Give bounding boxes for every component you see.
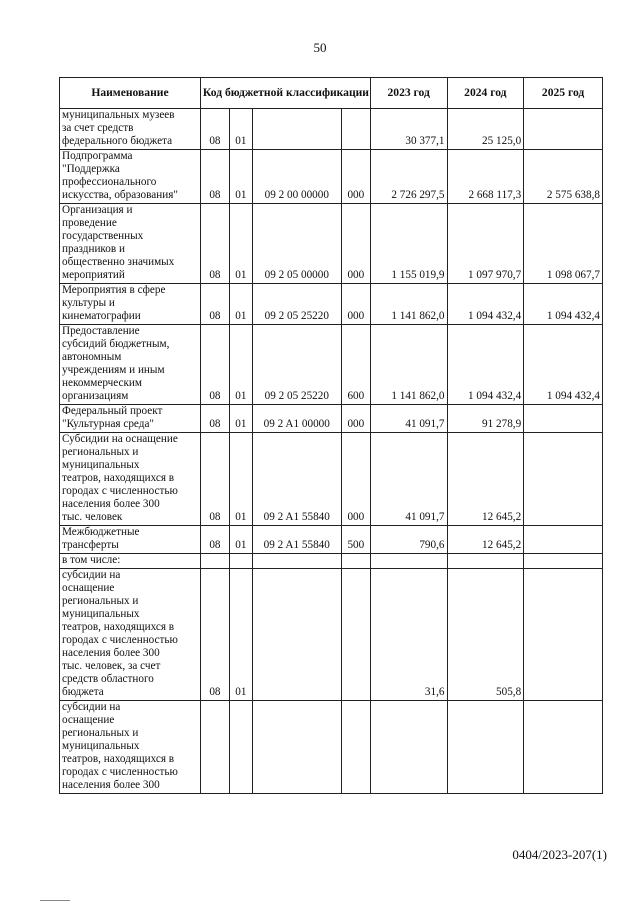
budget-table bbox=[59, 77, 603, 794]
cell-y2023: 30 377,1 bbox=[370, 109, 447, 150]
cell-c1: 08 bbox=[200, 569, 229, 701]
cell-name: муниципальных музеев за счет средств федерального бюджета bbox=[60, 109, 201, 150]
cell-y2023: 41 091,7 bbox=[370, 405, 447, 433]
cell-c1: 08 bbox=[200, 325, 229, 405]
cell-c2: 01 bbox=[229, 204, 252, 284]
cell-c2: 01 bbox=[229, 325, 252, 405]
cell-c1: 08 bbox=[200, 150, 229, 204]
cell-y2025: 1 098 067,7 bbox=[524, 204, 603, 284]
cell-name: субсидии на оснащение региональных и муниципальных театров, находящихся в городах с численностью населения более 300 тыс. человек, за счет средств областного бюджета bbox=[60, 569, 201, 701]
cell-c4: 000 bbox=[341, 150, 370, 204]
cell-y2023: 41 091,7 bbox=[370, 433, 447, 526]
cell-y2025 bbox=[524, 109, 603, 150]
cell-c3: 09 2 A1 00000 bbox=[252, 405, 341, 433]
table-row bbox=[60, 569, 603, 701]
cell-c4: 000 bbox=[341, 433, 370, 526]
cell-c1: 08 bbox=[200, 526, 229, 554]
cell-y2023: 31,6 bbox=[370, 569, 447, 701]
cell-name: в том числе: bbox=[60, 554, 201, 569]
cell-c3: 09 2 05 00000 bbox=[252, 204, 341, 284]
cell-c2: 01 bbox=[229, 526, 252, 554]
cell-y2025 bbox=[524, 433, 603, 526]
header-2023: 2023 год bbox=[370, 78, 447, 109]
cell-c3 bbox=[252, 109, 341, 150]
cell-c3: 09 2 A1 55840 bbox=[252, 526, 341, 554]
cell-c4 bbox=[341, 554, 370, 569]
cell-c4 bbox=[341, 109, 370, 150]
cell-y2023: 1 155 019,9 bbox=[370, 204, 447, 284]
table-row bbox=[60, 284, 603, 325]
cell-c1: 08 bbox=[200, 433, 229, 526]
cell-y2023: 790,6 bbox=[370, 526, 447, 554]
cell-name: Мероприятия в сфере культуры и кинематографии bbox=[60, 284, 201, 325]
cell-c3: 09 2 05 25220 bbox=[252, 284, 341, 325]
cell-y2024: 91 278,9 bbox=[447, 405, 524, 433]
cell-c4: 000 bbox=[341, 284, 370, 325]
cell-y2023: 2 726 297,5 bbox=[370, 150, 447, 204]
table-row bbox=[60, 150, 603, 204]
table-row bbox=[60, 701, 603, 794]
cell-y2024: 2 668 117,3 bbox=[447, 150, 524, 204]
cell-y2025 bbox=[524, 701, 603, 794]
cell-c3 bbox=[252, 701, 341, 794]
cell-c3: 09 2 A1 55840 bbox=[252, 433, 341, 526]
cell-c2: 01 bbox=[229, 405, 252, 433]
document-number: 0404/2023-207(1) bbox=[512, 847, 607, 862]
cell-c4 bbox=[341, 569, 370, 701]
cell-name: Организация и проведение государственных праздников и общественно значимых мероприятий bbox=[60, 204, 201, 284]
cell-y2025 bbox=[524, 569, 603, 701]
table-row bbox=[60, 526, 603, 554]
cell-name: субсидии на оснащение региональных и муниципальных театров, находящихся в городах с численностью населения более 300 bbox=[60, 701, 201, 794]
table-row bbox=[60, 325, 603, 405]
cell-c1: 08 bbox=[200, 284, 229, 325]
cell-c3 bbox=[252, 569, 341, 701]
cell-c2: 01 bbox=[229, 109, 252, 150]
cell-y2024: 1 097 970,7 bbox=[447, 204, 524, 284]
cell-c2: 01 bbox=[229, 569, 252, 701]
cell-c2 bbox=[229, 554, 252, 569]
cell-c1: 08 bbox=[200, 204, 229, 284]
cell-c1 bbox=[200, 701, 229, 794]
cell-y2025: 1 094 432,4 bbox=[524, 325, 603, 405]
table-row bbox=[60, 204, 603, 284]
cell-c4: 000 bbox=[341, 204, 370, 284]
cell-c4: 600 bbox=[341, 325, 370, 405]
cell-y2023: 1 141 862,0 bbox=[370, 325, 447, 405]
cell-c4: 000 bbox=[341, 405, 370, 433]
margin-mark bbox=[40, 900, 70, 901]
table-row bbox=[60, 405, 603, 433]
cell-y2024: 12 645,2 bbox=[447, 433, 524, 526]
header-budget-code: Код бюджетной классификации bbox=[200, 78, 370, 109]
header-2024: 2024 год bbox=[447, 78, 524, 109]
cell-c2: 01 bbox=[229, 433, 252, 526]
cell-name: Подпрограмма "Поддержка профессионального искусства, образования" bbox=[60, 150, 201, 204]
table-body bbox=[60, 109, 603, 794]
cell-c2: 01 bbox=[229, 150, 252, 204]
table-header-row bbox=[60, 78, 603, 109]
cell-y2023 bbox=[370, 554, 447, 569]
cell-y2024: 505,8 bbox=[447, 569, 524, 701]
cell-c3: 09 2 05 25220 bbox=[252, 325, 341, 405]
cell-y2024: 1 094 432,4 bbox=[447, 325, 524, 405]
cell-c3 bbox=[252, 554, 341, 569]
cell-name: Субсидии на оснащение региональных и муниципальных театров, находящихся в городах с численностью населения более 300 тыс. человек bbox=[60, 433, 201, 526]
header-2025: 2025 год bbox=[524, 78, 603, 109]
cell-y2024: 25 125,0 bbox=[447, 109, 524, 150]
cell-y2025 bbox=[524, 526, 603, 554]
cell-c2: 01 bbox=[229, 284, 252, 325]
cell-y2024 bbox=[447, 701, 524, 794]
cell-c1 bbox=[200, 554, 229, 569]
cell-y2023 bbox=[370, 701, 447, 794]
page-number: 50 bbox=[313, 40, 327, 55]
cell-c2 bbox=[229, 701, 252, 794]
table-row bbox=[60, 109, 603, 150]
cell-y2025: 1 094 432,4 bbox=[524, 284, 603, 325]
cell-y2023: 1 141 862,0 bbox=[370, 284, 447, 325]
cell-y2025 bbox=[524, 554, 603, 569]
cell-c4: 500 bbox=[341, 526, 370, 554]
cell-name: Предоставление субсидий бюджетным, автономным учреждениям и иным некоммерческим организациям bbox=[60, 325, 201, 405]
cell-c4 bbox=[341, 701, 370, 794]
table-row bbox=[60, 433, 603, 526]
cell-c1: 08 bbox=[200, 405, 229, 433]
header-name: Наименование bbox=[60, 78, 201, 109]
cell-c1: 08 bbox=[200, 109, 229, 150]
table-row bbox=[60, 554, 603, 569]
cell-name: Межбюджетные трансферты bbox=[60, 526, 201, 554]
cell-y2024: 12 645,2 bbox=[447, 526, 524, 554]
cell-y2025 bbox=[524, 405, 603, 433]
cell-y2024: 1 094 432,4 bbox=[447, 284, 524, 325]
cell-c3: 09 2 00 00000 bbox=[252, 150, 341, 204]
cell-name: Федеральный проект "Культурная среда" bbox=[60, 405, 201, 433]
cell-y2025: 2 575 638,8 bbox=[524, 150, 603, 204]
cell-y2024 bbox=[447, 554, 524, 569]
